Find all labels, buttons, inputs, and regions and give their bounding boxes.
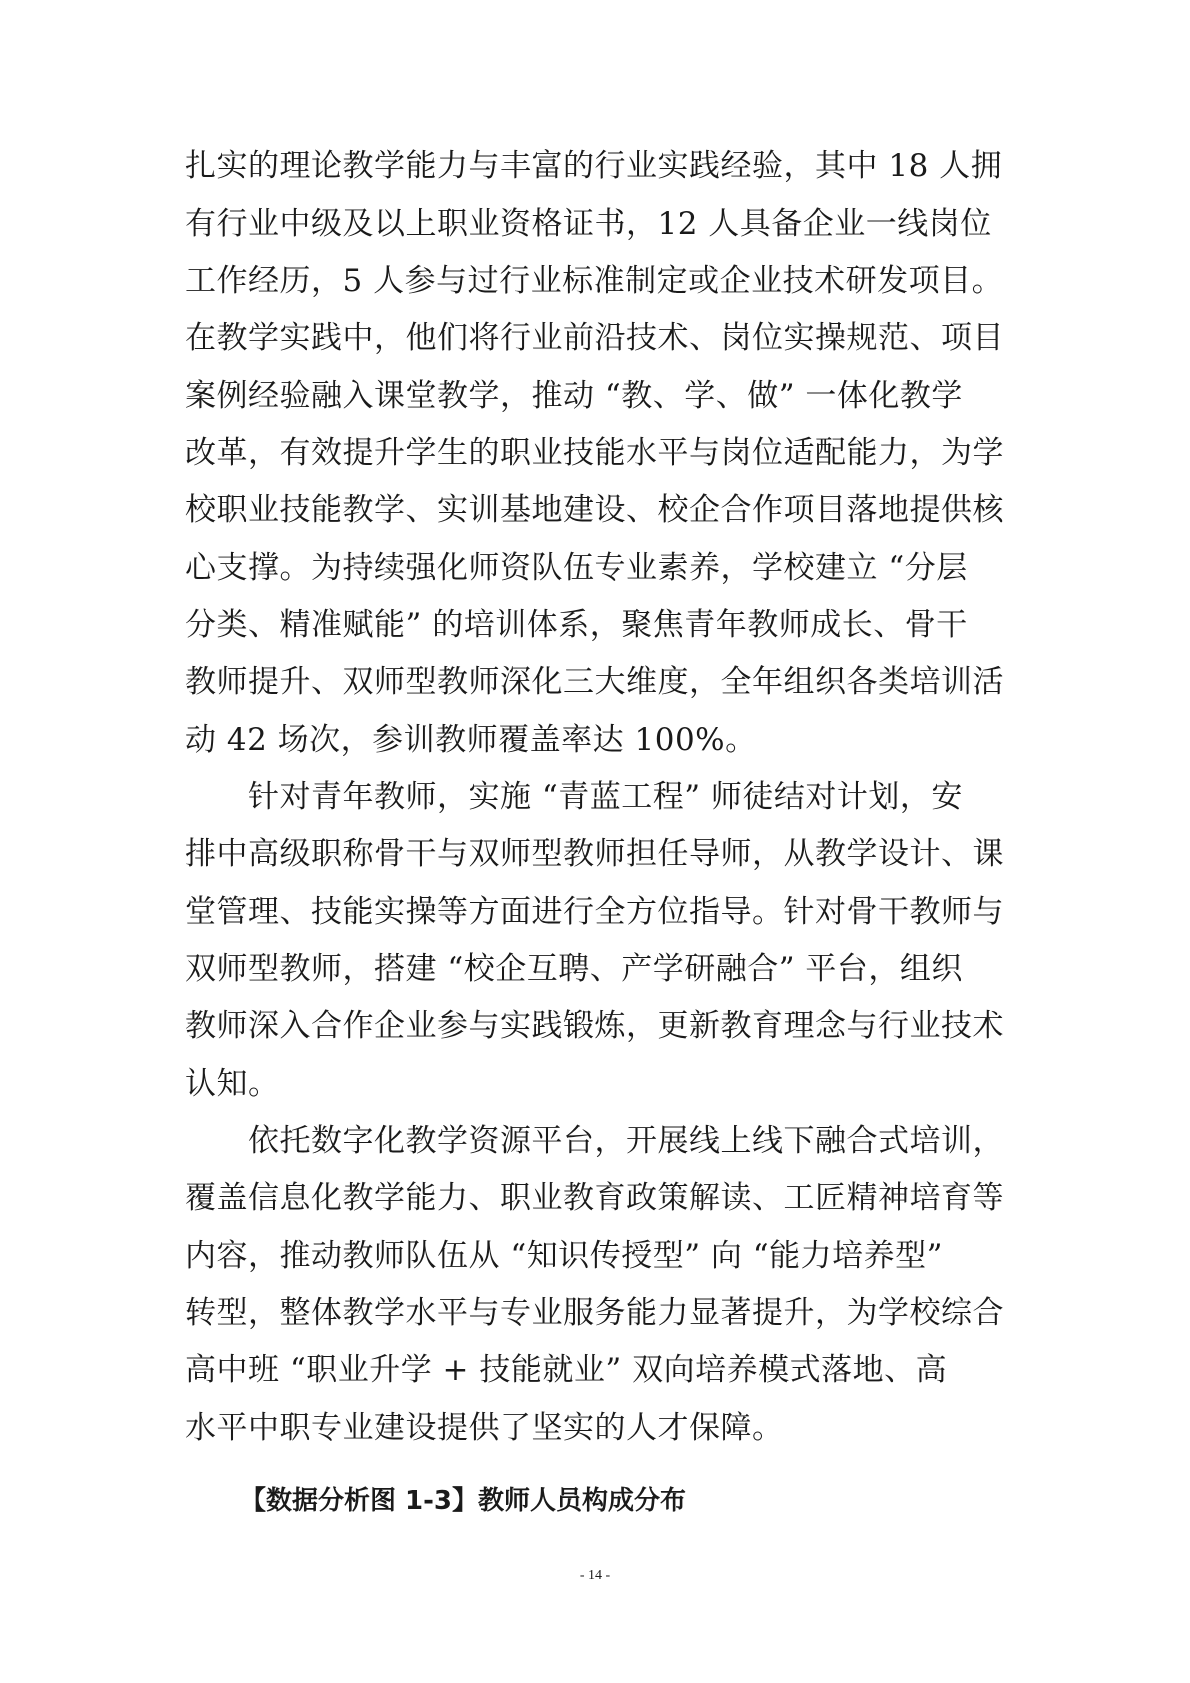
body-line: 改革，有效提升学生的职业技能水平与岗位适配能力，为学 bbox=[185, 435, 1004, 471]
body-line: 扎实的理论教学能力与丰富的行业实践经验，其中 18 人拥 bbox=[185, 148, 1003, 184]
body-line: 校职业技能教学、实训基地建设、校企合作项目落地提供核 bbox=[185, 492, 1004, 528]
body-line: 教师深入合作企业参与实践锻炼，更新教育理念与行业技术 bbox=[185, 1008, 1004, 1044]
body-line: 工作经历，5 人参与过行业标准制定或企业技术研发项目。 bbox=[185, 263, 1004, 299]
page-number: - 14 - bbox=[579, 1568, 611, 1583]
body-line: 双师型教师，搭建 “校企互聘、产学研融合” 平台，组织 bbox=[185, 951, 963, 987]
body-line: 分类、精准赋能” 的培训体系，聚焦青年教师成长、骨干 bbox=[185, 607, 968, 643]
body-line: 转型，整体教学水平与专业服务能力显著提升，为学校综合 bbox=[185, 1295, 1004, 1331]
body-line: 覆盖信息化教学能力、职业教育政策解读、工匠精神培育等 bbox=[185, 1180, 1004, 1216]
body-line: 在教学实践中，他们将行业前沿技术、岗位实操规范、项目 bbox=[185, 320, 1004, 356]
figure-caption-heading: 【数据分析图 1-3】教师人员构成分布 bbox=[240, 1486, 687, 1516]
body-line: 心支撑。为持续强化师资队伍专业素养，学校建立 “分层 bbox=[185, 550, 968, 586]
body-line: 教师提升、双师型教师深化三大维度，全年组织各类培训活 bbox=[185, 664, 1004, 700]
body-line: 内容，推动教师队伍从 “知识传授型” 向 “能力培养型” bbox=[185, 1238, 943, 1274]
body-line: 有行业中级及以上职业资格证书，12 人具备企业一线岗位 bbox=[185, 206, 992, 242]
body-line: 认知。 bbox=[185, 1066, 280, 1102]
body-line: 堂管理、技能实操等方面进行全方位指导。针对骨干教师与 bbox=[185, 894, 1004, 930]
body-line: 动 42 场次，参训教师覆盖率达 100%。 bbox=[185, 722, 757, 758]
body-line: 依托数字化教学资源平台，开展线上线下融合式培训， bbox=[185, 1123, 1004, 1159]
body-line: 排中高级职称骨干与双师型教师担任导师，从教学设计、课 bbox=[185, 836, 1004, 872]
body-line: 水平中职专业建设提供了坚实的人才保障。 bbox=[185, 1410, 784, 1446]
body-line: 案例经验融入课堂教学，推动 “教、学、做” 一体化教学 bbox=[185, 378, 963, 414]
body-line: 针对青年教师，实施 “青蓝工程” 师徒结对计划，安 bbox=[185, 779, 963, 815]
body-line: 高中班 “职业升学 + 技能就业” 双向培养模式落地、高 bbox=[185, 1352, 948, 1388]
